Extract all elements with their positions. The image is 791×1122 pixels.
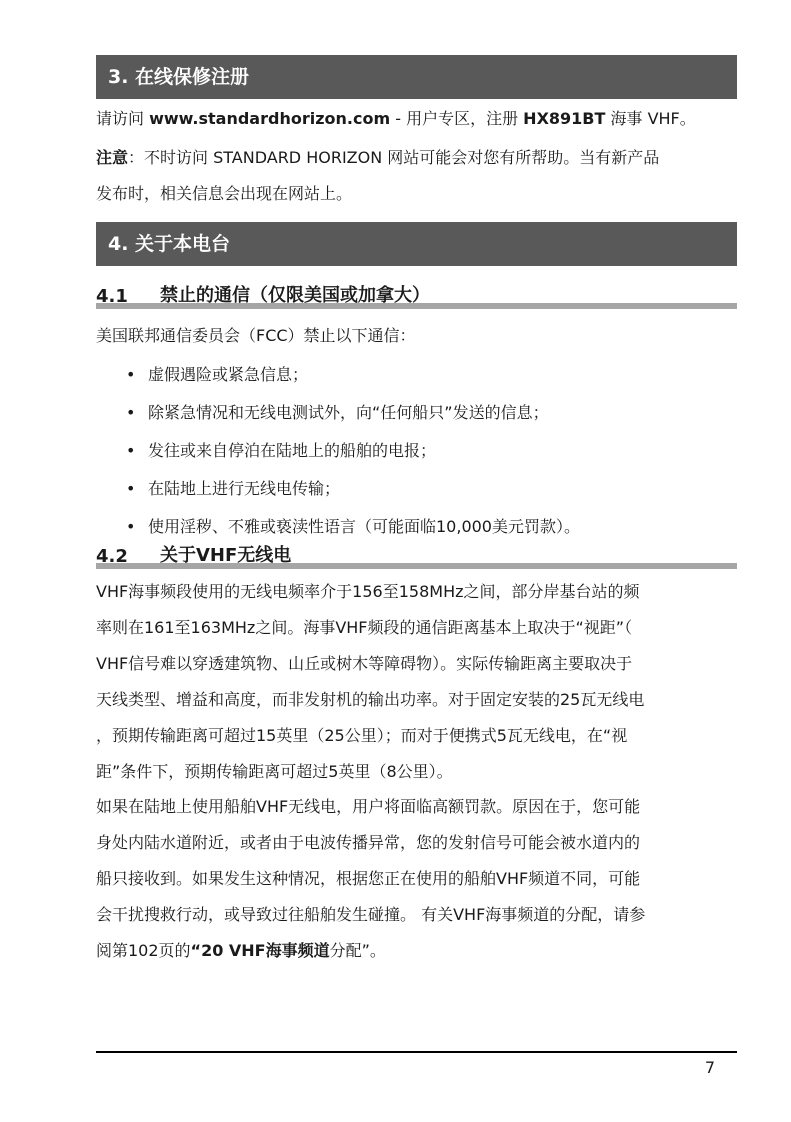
list-item: • 虚假遇险或紧急信息；: [126, 365, 309, 384]
manual-page: [96, 0, 737, 1122]
subsection-title: 禁止的通信（仅限美国或加拿大）: [160, 285, 430, 306]
land-use-paragraph-line: 会干扰搜救行动，或导致过往船舶发生碰撞。 有关VHF海事频道的分配，请参: [96, 905, 646, 924]
vhf-paragraph-line: ，预期传输距离可超过15英里（25公里）；而对于便携式5瓦无线电，在“视: [96, 726, 628, 745]
subsection-number: 4.1: [96, 286, 128, 307]
subsection-4-2-heading: [96, 541, 737, 569]
note-line-2: 发布时，相关信息会出现在网站上。: [96, 184, 353, 203]
fcc-intro: 美国联邦通信委员会（FCC）禁止以下通信：: [96, 326, 416, 345]
channel-reference: “20 VHF海事频道: [190, 941, 330, 960]
list-item: • 使用淫秽、不雅或亵渎性语言（可能面临10,000美元罚款）。: [126, 517, 580, 536]
model-name: HX891BT: [523, 109, 606, 128]
list-item: • 除紧急情况和无线电测试外，向“任何船只”发送的信息；: [126, 403, 549, 422]
page-number: 7: [704, 1058, 715, 1077]
section-4-header: 4. 关于本电台: [96, 222, 737, 266]
land-use-paragraph-line: 身处内陆水道附近，或者由于电波传播异常，您的发射信号可能会被水道内的: [96, 833, 641, 852]
land-use-paragraph-line: 阅第102页的“20 VHF海事频道分配”。: [96, 941, 386, 960]
list-item: • 发往或来自停泊在陆地上的船舶的电报；: [126, 441, 437, 460]
note-label: 注意: [96, 148, 129, 167]
warranty-registration-text: 请访问 www.standardhorizon.com - 用户专区，注册 HX891BT 海事 VHF。: [96, 109, 696, 128]
land-use-paragraph-line: 船只接收到。如果发生这种情况，根据您正在使用的船舶VHF频道不同，可能: [96, 869, 641, 888]
subsection-number: 4.2: [96, 546, 128, 567]
vhf-paragraph-line: 率则在161至163MHz之间。海事VHF频段的通信距离基本上取决于“视距”（: [96, 618, 633, 637]
vhf-paragraph-line: 天线类型、增益和高度，而非发射机的输出功率。对于固定安装的25瓦无线电: [96, 690, 645, 709]
footer-rule: [96, 1051, 737, 1053]
section-3-header: 3. 在线保修注册: [96, 55, 737, 99]
vhf-paragraph-line: 距”条件下，预期传输距离可超过5英里（8公里）。: [96, 762, 453, 781]
list-item: • 在陆地上进行无线电传输；: [126, 479, 341, 498]
vhf-paragraph-line: VHF信号难以穿透建筑物、山丘或树木等障碍物）。实际传输距离主要取决于: [96, 654, 633, 673]
note-line-1: 注意：不时访问 STANDARD HORIZON 网站可能会对您有所帮助。当有新产品: [96, 148, 660, 167]
website-link[interactable]: www.standardhorizon.com: [149, 109, 391, 128]
land-use-paragraph-line: 如果在陆地上使用船舶VHF无线电，用户将面临高额罚款。原因在于，您可能: [96, 797, 641, 816]
vhf-paragraph-line: VHF海事频段使用的无线电频率介于156至158MHz之间，部分岸基台站的频: [96, 582, 640, 601]
subsection-4-1-heading: [96, 281, 737, 309]
subsection-title: 关于VHF无线电: [160, 545, 292, 566]
